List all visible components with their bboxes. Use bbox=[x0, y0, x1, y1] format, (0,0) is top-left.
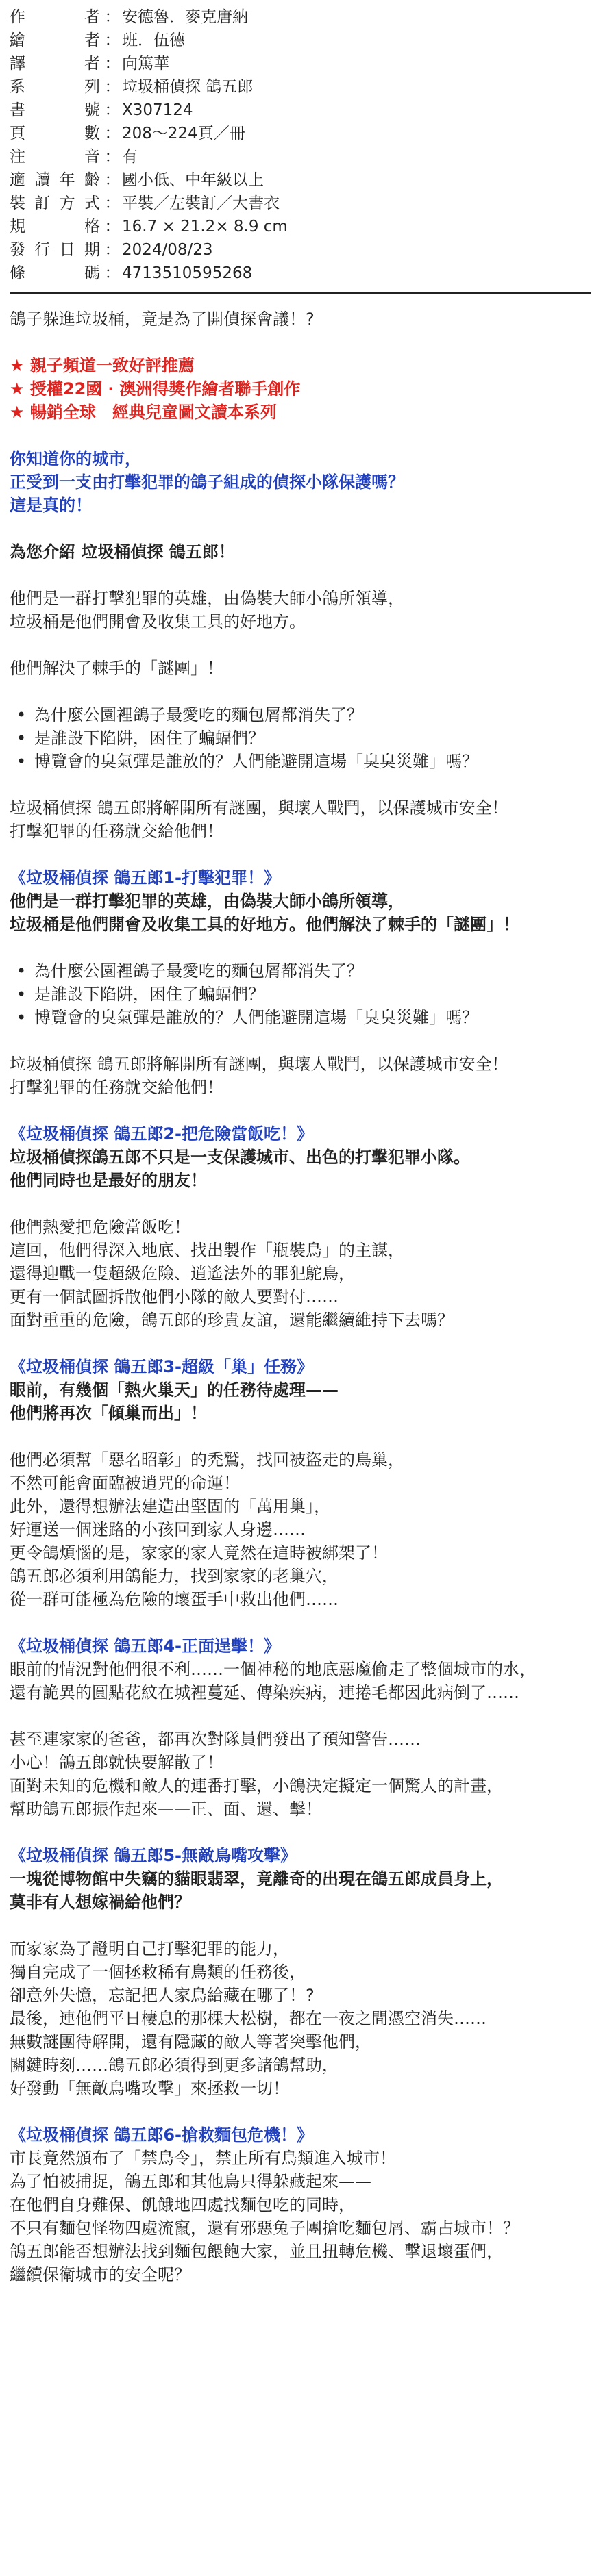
book6-line: 為了怕被捕捉，鴿五郎和其他鳥只得躲藏起來—— bbox=[10, 2172, 371, 2191]
book2-line: 面對重重的危險，鴿五郎的珍貴友誼，還能繼續維持下去嗎？ bbox=[10, 1311, 454, 1330]
meta-row bbox=[10, 5, 591, 29]
meta-label: 系列 bbox=[10, 78, 100, 96]
book1-closing-line: 垃圾桶偵探 鴿五郎將解開所有謎團，與壞人戰鬥，以保護城市安全！ bbox=[10, 1055, 508, 1074]
meta-label: 裝訂方式 bbox=[10, 194, 100, 212]
meta-label: 繪者 bbox=[10, 31, 100, 49]
meta-label: 條碼 bbox=[10, 264, 100, 282]
book5-line: 無數謎團待解開，還有隱藏的敵人等著突擊他們， bbox=[10, 2032, 371, 2051]
meta-row bbox=[10, 99, 591, 122]
book4-line: 幫助鴿五郎振作起來——正、面、還、擊！ bbox=[10, 1800, 322, 1819]
book1-list bbox=[10, 959, 591, 1029]
book6-line: 鴿五郎能否想辦法找到麵包餵飽大家，並且扭轉危機、擊退壞蛋們， bbox=[10, 2242, 503, 2261]
meta-value: 國小低、中年級以上 bbox=[122, 171, 264, 189]
book1-closing-line: 打擊犯罪的任務就交給他們！ bbox=[10, 1078, 223, 1097]
hook-line: 你知道你的城市， bbox=[10, 449, 141, 468]
hook-block bbox=[10, 447, 591, 517]
book2-bold-line: 他們同時也是最好的朋友！ bbox=[10, 1171, 207, 1190]
hook-line: 這是真的！ bbox=[10, 496, 92, 515]
book4-line: 甚至連家家的爸爸，都再次對隊員們發出了預知警告…… bbox=[10, 1730, 421, 1749]
book3-title: 《垃圾桶偵探 鴿五郎3-超級「巢」任務》 bbox=[10, 1357, 314, 1376]
meta-row bbox=[10, 215, 591, 238]
meta-row bbox=[10, 238, 591, 262]
meta-value: 向篤華 bbox=[122, 55, 169, 73]
book4-section bbox=[10, 1634, 591, 1821]
meta-colon: ： bbox=[104, 31, 121, 49]
book5-line: 卻意外失憶，忘記把人家鳥給藏在哪了！? bbox=[10, 1986, 315, 2005]
book5-title: 《垃圾桶偵探 鴿五郎5-無敵鳥嘴攻擊》 bbox=[10, 1846, 297, 1865]
meta-value: 班．伍德 bbox=[122, 31, 185, 49]
book1-title: 《垃圾桶偵探 鴿五郎1-打擊犯罪！》 bbox=[10, 868, 281, 887]
intro-line: 垃圾桶是他們開會及收集工具的好地方。 bbox=[10, 612, 306, 631]
meta-colon: ： bbox=[104, 218, 121, 236]
book-meta-table bbox=[10, 5, 591, 285]
meta-value: 16.7 × 21.2× 8.9 cm bbox=[122, 218, 288, 236]
highlight-line: ★ 授權22國 ‧ 澳洲得獎作繪者聯手創作 bbox=[10, 379, 301, 399]
book5-section bbox=[10, 1844, 591, 2100]
book4-line: 還有詭異的圓點花紋在城裡蔓延、傳染疾病，連捲毛都因此病倒了…… bbox=[10, 1683, 519, 1702]
book5-line: 而家家為了證明自己打擊犯罪的能力， bbox=[10, 1939, 289, 1958]
mystery-list bbox=[10, 703, 591, 773]
meta-label: 發行日期 bbox=[10, 241, 100, 259]
list-item: • 是誰設下陷阱，困住了蝙蝠們？ bbox=[10, 727, 591, 750]
meta-row bbox=[10, 122, 591, 145]
meta-colon: ： bbox=[104, 241, 121, 259]
meta-label: 作者 bbox=[10, 8, 100, 26]
book5-line: 關鍵時刻……鴿五郎必須得到更多諸鴿幫助， bbox=[10, 2056, 339, 2075]
highlights-block bbox=[10, 354, 591, 424]
meta-label: 譯者 bbox=[10, 55, 100, 73]
closing-line: 打擊犯罪的任務就交給他們！ bbox=[10, 822, 223, 841]
book6-title: 《垃圾桶偵探 鴿五郎6-搶救麵包危機！》 bbox=[10, 2125, 314, 2145]
book4-line: 面對未知的危機和敵人的連番打擊，小鴿決定擬定一個驚人的計畫， bbox=[10, 1776, 503, 1795]
meta-colon: ： bbox=[104, 171, 121, 189]
book5-bold-line: 莫非有人想嫁禍給他們？ bbox=[10, 1893, 190, 1912]
intro-mystery: 他們解決了棘手的「謎團」！ bbox=[10, 659, 223, 678]
highlight-line: ★ 暢銷全球 經典兒童圖文讀本系列 bbox=[10, 403, 277, 422]
highlight-line: ★ 親子頻道一致好評推薦 bbox=[10, 356, 195, 375]
hook-line: 正受到一支由打擊犯罪的鴿子組成的偵探小隊保護嗎？ bbox=[10, 472, 404, 492]
divider bbox=[10, 292, 591, 294]
book3-section bbox=[10, 1355, 591, 1611]
book2-title: 《垃圾桶偵探 鴿五郎2-把危險當飯吃！》 bbox=[10, 1124, 314, 1144]
book6-line: 市長竟然頒布了「禁鳥令」，禁止所有鳥類進入城市！ bbox=[10, 2149, 396, 2168]
meta-value: 垃圾桶偵探 鴿五郎 bbox=[122, 78, 254, 96]
meta-value: 平裝／左裝訂／大書衣 bbox=[122, 194, 280, 212]
book3-line: 更令鴿煩惱的是，家家的家人竟然在這時被綁架了！ bbox=[10, 1543, 388, 1563]
book6-section bbox=[10, 2123, 591, 2286]
book6-line: 在他們自身難保、飢餓地四處找麵包吃的同時， bbox=[10, 2195, 355, 2214]
book2-line: 更有一個試圖拆散他們小隊的敵人要對付…… bbox=[10, 1287, 339, 1306]
book2-line: 這回，他們得深入地底、找出製作「瓶裝鳥」的主謀， bbox=[10, 1241, 404, 1260]
book3-line: 他們必須幫「惡名昭彰」的禿鷲，找回被盜走的鳥巢， bbox=[10, 1450, 404, 1469]
book2-section bbox=[10, 1122, 591, 1332]
meta-colon: ： bbox=[104, 78, 121, 96]
book5-bold-line: 一塊從博物館中失竊的貓眼翡翠，竟離奇的出現在鴿五郎成員身上， bbox=[10, 1869, 503, 1889]
book3-line: 鴿五郎必須利用鴿能力，找到家家的老巢穴， bbox=[10, 1567, 339, 1586]
meta-colon: ： bbox=[104, 101, 121, 119]
meta-value: 有 bbox=[122, 148, 138, 166]
intro-line: 他們是一群打擊犯罪的英雄，由偽裝大師小鴿所領導， bbox=[10, 589, 404, 608]
list-item: • 為什麼公園裡鴿子最愛吃的麵包屑都消失了？ bbox=[10, 959, 591, 983]
meta-row bbox=[10, 29, 591, 52]
book3-bold-line: 眼前，有幾個「熱火巢天」的任務待處理—— bbox=[10, 1380, 339, 1400]
intro-question: 鴿子躲進垃圾桶，竟是為了開偵探會議！? bbox=[10, 310, 315, 329]
book2-bold-line: 垃圾桶偵探鴿五郎不只是一支保護城市、出色的打擊犯罪小隊。 bbox=[10, 1148, 470, 1167]
book6-line: 繼續保衛城市的安全呢？ bbox=[10, 2265, 190, 2284]
intro-title: 為您介紹 垃圾桶偵探 鴿五郎！ bbox=[10, 542, 235, 561]
meta-row bbox=[10, 75, 591, 99]
list-item: • 博覽會的臭氣彈是誰放的？人們能避開這場「臭臭災難」嗎？ bbox=[10, 1006, 591, 1029]
meta-label: 書號 bbox=[10, 101, 100, 119]
list-item: • 是誰設下陷阱，困住了蝙蝠們？ bbox=[10, 983, 591, 1006]
meta-value: 2024/08/23 bbox=[122, 241, 213, 259]
meta-value: 208～224頁／冊 bbox=[122, 125, 245, 142]
book4-title: 《垃圾桶偵探 鴿五郎4-正面逞擊！》 bbox=[10, 1637, 281, 1656]
book1-bold-line: 他們是一群打擊犯罪的英雄，由偽裝大師小鴿所領導， bbox=[10, 892, 404, 911]
meta-value: 4713510595268 bbox=[122, 264, 253, 282]
book5-line: 好發動「無敵鳥嘴攻擊」來拯救一切！ bbox=[10, 2079, 289, 2098]
meta-value: X307124 bbox=[122, 101, 193, 119]
meta-colon: ： bbox=[104, 264, 121, 282]
book3-line: 此外，還得想辦法建造出堅固的「萬用巢」， bbox=[10, 1497, 330, 1516]
book2-line: 還得迎戰一隻超級危險、逍遙法外的罪犯鴕鳥， bbox=[10, 1264, 355, 1283]
meta-colon: ： bbox=[104, 8, 121, 26]
meta-colon: ： bbox=[104, 125, 121, 142]
book1-bold-line: 垃圾桶是他們開會及收集工具的好地方。他們解決了棘手的「謎團」！ bbox=[10, 915, 519, 934]
meta-colon: ： bbox=[104, 55, 121, 73]
meta-label: 規格 bbox=[10, 218, 100, 236]
book1-section bbox=[10, 866, 591, 1099]
book3-line: 從一群可能極為危險的壞蛋手中救出他們…… bbox=[10, 1590, 339, 1609]
book3-line: 好運送一個迷路的小孩回到家人身邊…… bbox=[10, 1520, 306, 1539]
list-item: • 為什麼公園裡鴿子最愛吃的麵包屑都消失了？ bbox=[10, 703, 591, 727]
meta-row bbox=[10, 168, 591, 192]
intro-paragraph bbox=[10, 587, 591, 633]
book6-line: 不只有麵包怪物四處流竄，還有邪惡兔子團搶吃麵包屑、霸占城市！？ bbox=[10, 2219, 519, 2238]
book3-bold-line: 他們將再次「傾巢而出」！ bbox=[10, 1404, 207, 1423]
meta-row bbox=[10, 192, 591, 215]
book4-line: 眼前的情況對他們很不利……一個神秘的地底惡魔偷走了整個城市的水， bbox=[10, 1660, 536, 1679]
list-item: • 博覽會的臭氣彈是誰放的？人們能避開這場「臭臭災難」嗎？ bbox=[10, 750, 591, 773]
meta-colon: ： bbox=[104, 194, 121, 212]
meta-label: 注音 bbox=[10, 148, 100, 166]
closing-paragraph bbox=[10, 796, 591, 843]
closing-line: 垃圾桶偵探 鴿五郎將解開所有謎團，與壞人戰鬥，以保護城市安全！ bbox=[10, 798, 508, 818]
book5-line: 獨自完成了一個拯救稀有鳥類的任務後， bbox=[10, 1962, 306, 1982]
book3-line: 不然可能會面臨被逍咒的命運！ bbox=[10, 1474, 240, 1493]
meta-row bbox=[10, 262, 591, 285]
meta-colon: ： bbox=[104, 148, 121, 166]
book2-line: 他們熱愛把危險當飯吃！ bbox=[10, 1217, 190, 1237]
meta-value: 安德魯．麥克唐納 bbox=[122, 8, 248, 26]
book5-line: 最後，連他們平日棲息的那棵大松樹，都在一夜之間憑空消失…… bbox=[10, 2009, 487, 2028]
meta-label: 適讀年齡 bbox=[10, 171, 100, 189]
book4-line: 小心！鴿五郎就快要解散了！ bbox=[10, 1753, 223, 1772]
meta-row bbox=[10, 145, 591, 168]
meta-row bbox=[10, 52, 591, 75]
meta-label: 頁數 bbox=[10, 125, 100, 142]
